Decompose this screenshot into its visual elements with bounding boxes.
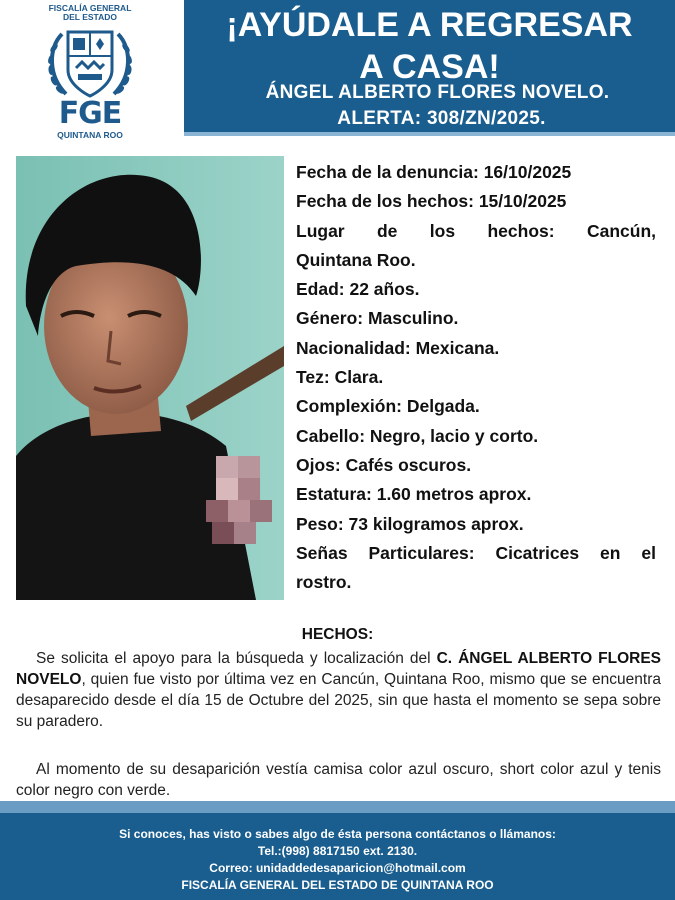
fge-logo — [20, 4, 160, 142]
state-shield-emblem-icon — [42, 26, 138, 102]
detail-genero: Género: Masculino. — [296, 308, 459, 329]
logo-top-text-1: FISCALÍA GENERAL — [48, 3, 132, 13]
detail-fecha-denuncia: Fecha de la denuncia: 16/10/2025 — [296, 162, 572, 182]
detail-estatura: Estatura: 1.60 metros aprox. — [296, 484, 532, 505]
detail-cabello: Cabello: Negro, lacio y corto. — [296, 425, 539, 446]
header-title-line2: A CASA! — [359, 48, 500, 86]
detail-tez: Tez: Clara. — [296, 367, 384, 388]
footer-email: Correo: unidaddedesaparicion@hotmail.com — [209, 861, 466, 875]
missing-person-photo — [16, 156, 284, 600]
header-band-accent — [184, 132, 675, 136]
hechos-paragraph-1 — [16, 648, 661, 732]
detail-senas-line1: Señas Particulares: Cicatrices en el — [296, 542, 656, 563]
footer-accent-band — [0, 801, 675, 813]
footer-contact — [0, 813, 675, 900]
detail-peso: Peso: 73 kilogramos aprox. — [296, 513, 524, 534]
hechos-p1-name: C. ÁNGEL ALBERTO FLORES NOVELO — [16, 650, 662, 688]
logo-acronym: FGE — [58, 96, 122, 131]
person-details — [296, 158, 656, 597]
hechos-paragraph-2: Al momento de su desaparición vestía camisa color azul oscuro, short color azul y tenis color negro con verde. — [16, 761, 661, 799]
detail-senas-line2: rostro. — [296, 572, 352, 593]
header-title-line1: ¡AYÚDALE A REGRESAR — [226, 6, 633, 44]
detail-edad: Edad: 22 años. — [296, 279, 420, 300]
missing-person-photo-icon — [16, 156, 284, 600]
hechos-p1-before: Se solicita el apoyo para la búsqueda y localización del — [36, 650, 437, 667]
detail-lugar-line1: Lugar de los hechos: Cancún, — [296, 220, 656, 241]
detail-lugar-line2: Quintana Roo. — [296, 249, 416, 270]
detail-fecha-hechos: Fecha de los hechos: 15/10/2025 — [296, 191, 567, 212]
missing-person-name: ÁNGEL ALBERTO FLORES NOVELO. — [265, 82, 610, 103]
footer-call-to-action: Si conoces, has visto o sabes algo de ésta persona contáctanos o llámanos: — [119, 827, 556, 841]
footer-agency: FISCALÍA GENERAL DEL ESTADO DE QUINTANA ROO — [181, 878, 494, 892]
detail-nacionalidad: Nacionalidad: Mexicana. — [296, 337, 500, 358]
logo-top-text-2: DEL ESTADO — [63, 12, 117, 22]
detail-ojos: Ojos: Cafés oscuros. — [296, 454, 472, 475]
detail-complexion: Complexión: Delgada. — [296, 396, 480, 417]
hechos-p1-after: , quien fue visto por última vez en Cancún, Quintana Roo, mismo que se encuentra desaparecido desde el día 15 de Octubre del 2025, sin que hasta el momento se sepa sobre su paradero. — [16, 671, 661, 730]
footer-phone: Tel.:(998) 8817150 ext. 2130. — [257, 844, 418, 858]
alert-number: ALERTA: 308/ZN/2025. — [337, 108, 546, 129]
logo-bottom-text: QUINTANA ROO — [57, 130, 123, 140]
hechos-title: HECHOS: — [301, 626, 374, 643]
